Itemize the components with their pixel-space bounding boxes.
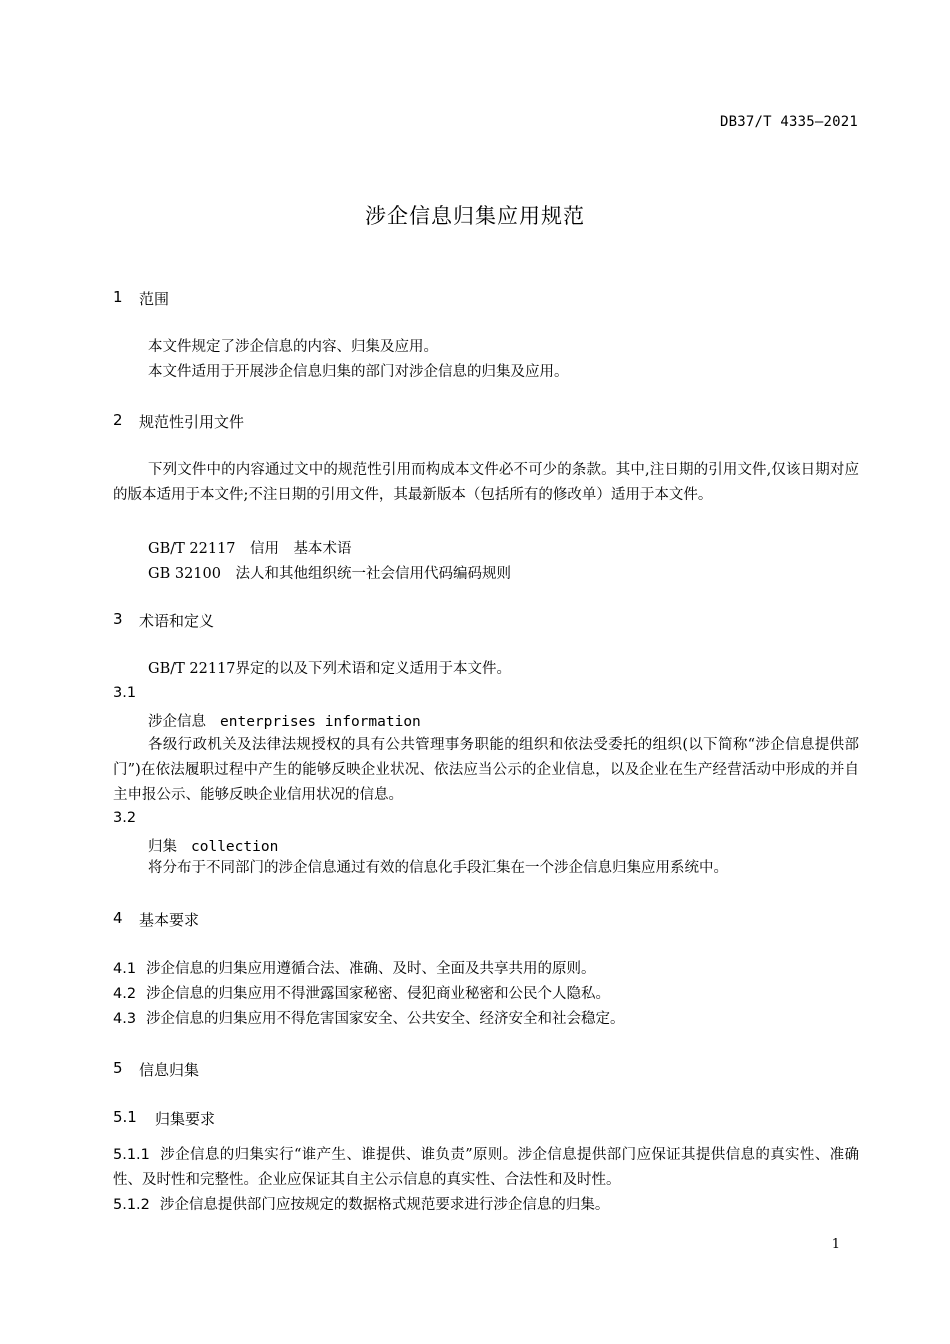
clause-number: 4.3 xyxy=(113,1011,137,1027)
paragraph: 本文件规定了涉企信息的内容、归集及应用。 xyxy=(148,339,438,355)
clause-number: 5.1.2 xyxy=(113,1197,150,1213)
section-number: 4 xyxy=(113,909,123,927)
subsection-heading-5-1 xyxy=(113,1108,215,1129)
term-en: enterprises information xyxy=(220,714,421,730)
section-title: 范围 xyxy=(139,290,170,308)
clause-text: 涉企信息提供部门应按规定的数据格式规范要求进行涉企信息的归集。 xyxy=(159,1197,610,1213)
section-title: 基本要求 xyxy=(139,911,200,929)
section-heading-4 xyxy=(113,909,199,930)
clause xyxy=(113,1143,859,1193)
reference-item: GB/T 22117 信用 基本术语 xyxy=(148,541,352,557)
term-zh: 涉企信息 xyxy=(148,714,206,730)
section-number: 2 xyxy=(113,411,123,429)
clause-number: 5.1.1 xyxy=(113,1147,150,1163)
document-code: DB37/T 4335—2021 xyxy=(719,114,858,130)
clause xyxy=(113,1007,859,1032)
term-entry xyxy=(148,835,278,856)
term-definition: 将分布于不同部门的涉企信息通过有效的信息化手段汇集在一个涉企信息归集应用系统中。 xyxy=(148,860,728,876)
term-number: 3.1 xyxy=(113,685,137,701)
section-title: 信息归集 xyxy=(139,1061,200,1079)
document-title: 涉企信息归集应用规范 xyxy=(365,204,585,228)
section-title: 术语和定义 xyxy=(139,612,215,630)
paragraph: 下列文件中的内容通过文中的规范性引用而构成本文件必不可少的条款。其中,注日期的引用文件,仅该日期对应的版本适用于本文件;不注日期的引用文件，其最新版本（包括所有的修改单）适用于本文件。 xyxy=(113,462,859,503)
clause-text: 涉企信息的归集应用不得泄露国家秘密、侵犯商业秘密和公民个人隐私。 xyxy=(146,986,611,1002)
clause xyxy=(113,957,859,982)
subsection-number: 5.1 xyxy=(113,1108,137,1126)
clause-number: 4.2 xyxy=(113,986,137,1002)
section-number: 3 xyxy=(113,610,123,628)
term-entry xyxy=(148,710,421,731)
clause-text: 涉企信息的归集应用遵循合法、准确、及时、全面及共享共用的原则。 xyxy=(146,961,596,977)
term-definition: 各级行政机关及法律法规授权的具有公共管理事务职能的组织和依法受委托的组织(以下简称“涉企信息提供部门”)在依法履职过程中产生的能够反映企业状况、依法应当公示的企业信息，以及企业在生产经营活动中形成的并自主申报公示、能够反映企业信用状况的信息。 xyxy=(113,737,859,803)
clause-number: 4.1 xyxy=(113,961,137,977)
reference-item: GB 32100 法人和其他组织统一社会信用代码编码规则 xyxy=(148,566,511,582)
clause xyxy=(113,1193,859,1218)
section-number: 5 xyxy=(113,1059,123,1077)
paragraph: 本文件适用于开展涉企信息归集的部门对涉企信息的归集及应用。 xyxy=(148,364,569,380)
section-heading-2 xyxy=(113,411,244,432)
paragraph: GB/T 22117界定的以及下列术语和定义适用于本文件。 xyxy=(148,661,512,677)
clause-text: 涉企信息的归集应用不得危害国家安全、公共安全、经济安全和社会稳定。 xyxy=(146,1011,625,1027)
term-number: 3.2 xyxy=(113,810,137,826)
section-number: 1 xyxy=(113,288,123,306)
section-heading-5 xyxy=(113,1059,199,1080)
term-zh: 归集 xyxy=(148,839,177,855)
clause-text: 涉企信息的归集实行“谁产生、谁提供、谁负责”原则。涉企信息提供部门应保证其提供信息的真实性、准确性、及时性和完整性。企业应保证其自主公示信息的真实性、合法性和及时性。 xyxy=(113,1147,859,1188)
clause xyxy=(113,982,859,1007)
section-heading-1 xyxy=(113,288,169,309)
section-title: 规范性引用文件 xyxy=(139,413,245,431)
term-en: collection xyxy=(191,839,279,855)
subsection-title: 归集要求 xyxy=(155,1110,216,1128)
page-number: 1 xyxy=(831,1237,840,1252)
section-heading-3 xyxy=(113,610,214,631)
